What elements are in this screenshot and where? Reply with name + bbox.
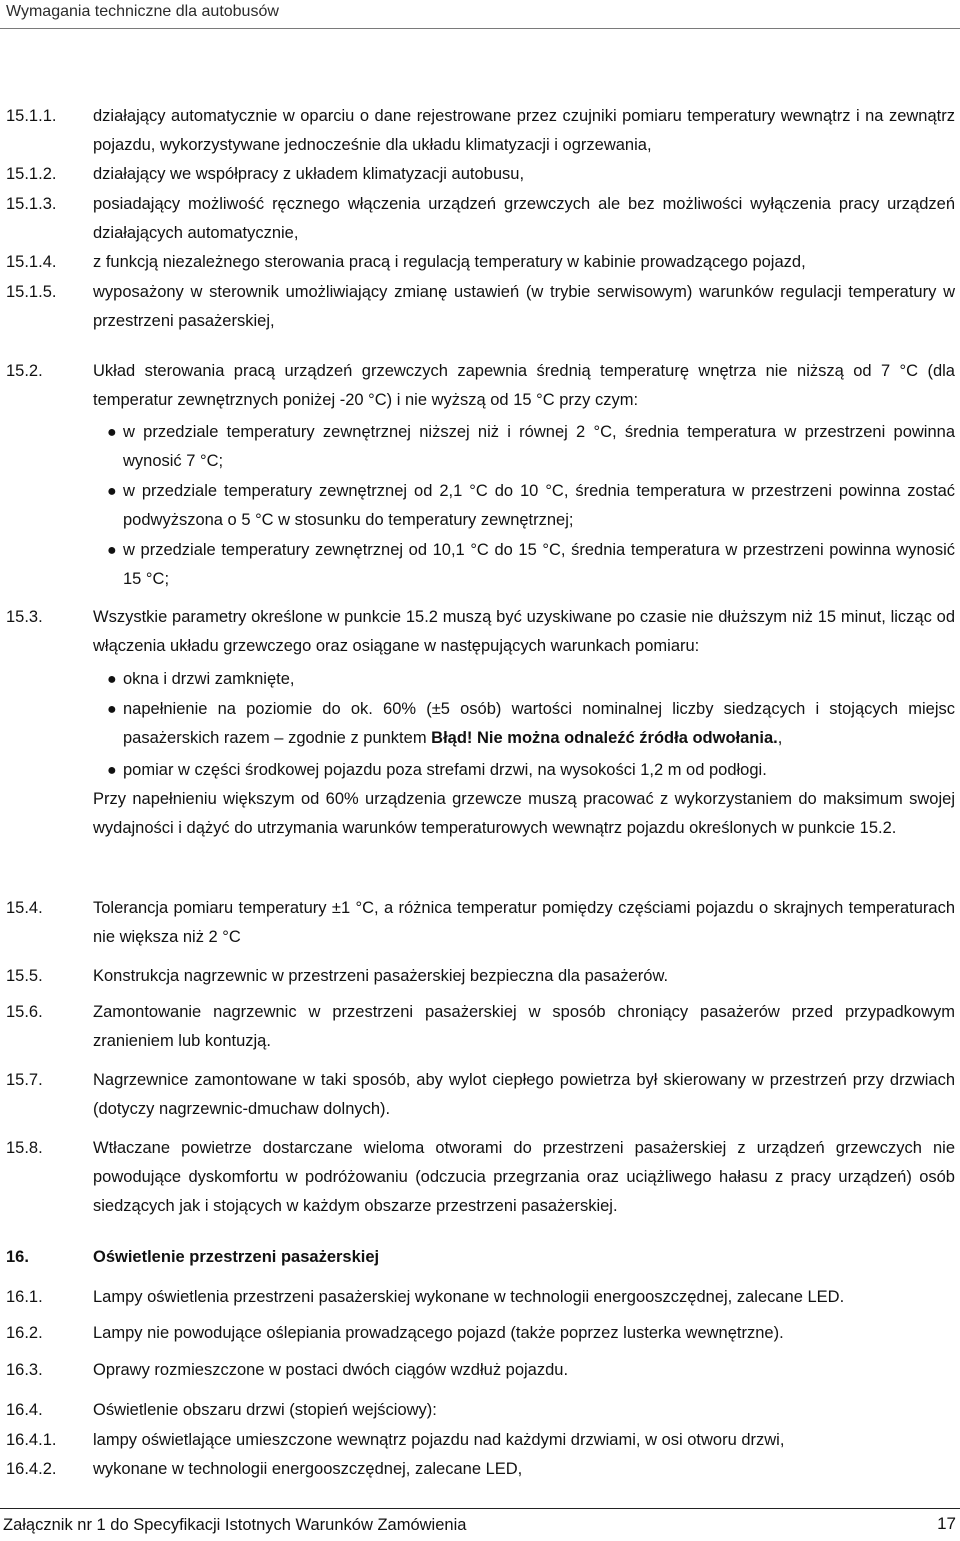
section-number: 16.1. bbox=[6, 1288, 43, 1306]
section-number: 16. bbox=[6, 1248, 29, 1266]
bullet-text: w przedziale temperatury zewnętrznej od 2,1 °C do 10 °C, średnia temperatura w przestrzeni powinna zostać podwyższona o 5 °C w stosunku do temperatury zewnętrznej; bbox=[123, 482, 955, 529]
section-text: Oprawy rozmieszczone w postaci dwóch ciągów wzdłuż pojazdu. bbox=[93, 1361, 569, 1379]
section-text: wyposażony w sterownik umożliwiający zmianę ustawień (w trybie serwisowym) warunków regulacji temperatury w przestrzeni pasażerskiej, bbox=[93, 283, 955, 330]
footer-divider bbox=[0, 1508, 960, 1509]
section-text: z funkcją niezależnego sterowania pracą i regulacją temperatury w kabinie prowadzącego pojazd, bbox=[93, 253, 806, 271]
bullet-text bbox=[123, 695, 955, 753]
section-heading: Oświetlenie przestrzeni pasażerskiej bbox=[93, 1248, 380, 1266]
section-text: Nagrzewnice zamontowane w taki sposób, aby wylot ciepłego powietrza był skierowany w przestrzeń przy drzwiach (dotyczy nagrzewnic-dmuchaw dolnych). bbox=[93, 1071, 955, 1118]
section-text: działający automatycznie w oparciu o dane rejestrowane przez czujniki pomiaru temperatury wewnątrz i na zewnątrz pojazdu, wykorzystywane jednocześnie dla układu klimatyzacji i ogrzewania, bbox=[93, 107, 955, 154]
section-number: 16.4. bbox=[6, 1401, 43, 1419]
section-number: 15.6. bbox=[6, 1003, 43, 1021]
section-number: 15.4. bbox=[6, 899, 43, 917]
bullet-text-main: napełnienie na poziomie do ok. 60% (±5 osób) wartości nominalnej liczby siedzących i stojących miejsc pasażerskich razem – zgodnie z punktem bbox=[123, 700, 955, 747]
section-text: Konstrukcja nagrzewnic w przestrzeni pasażerskiej bezpieczna dla pasażerów. bbox=[93, 967, 669, 985]
bullet-icon: ● bbox=[107, 701, 117, 718]
reference-error-tail: , bbox=[777, 729, 783, 747]
bullet-icon: ● bbox=[107, 542, 117, 559]
page-footer bbox=[0, 1508, 960, 1541]
bullet-text: w przedziale temperatury zewnętrznej niższej niż i równej 2 °C, średnia temperatura w przestrzeni powinna wynosić 7 °C; bbox=[123, 423, 955, 470]
section-text: Przy napełnieniu większym od 60% urządzenia grzewcze muszą pracować z wykorzystaniem do maksimum swojej wydajności i dążyć do utrzymania warunków temperaturowych wewnątrz pojazdu określonych w punkcie 15.2. bbox=[93, 790, 955, 837]
section-text: Wtłaczane powietrze dostarczane wieloma otworami do przestrzeni pasażerskiej z urządzeń grzewczych nie powodujące dyskomfortu w podróżowaniu (odczucia przegrzania oraz uciążliwego hałasu z pracy urządzeń) osób siedzących jak i stojących w każdym obszarze przestrzeni pasażerskiej. bbox=[93, 1139, 955, 1215]
bullet-icon: ● bbox=[107, 424, 117, 441]
section-number: 15.1.2. bbox=[6, 165, 57, 183]
section-text: wykonane w technologii energooszczędnej, zalecane LED, bbox=[93, 1460, 523, 1478]
section-number: 15.1.1. bbox=[6, 107, 57, 125]
section-text: Tolerancja pomiaru temperatury ±1 °C, a różnica temperatur pomiędzy częściami pojazdu o skrajnych temperaturach nie większa niż 2 °C bbox=[93, 899, 955, 946]
page-header bbox=[0, 0, 960, 32]
section-text: Lampy nie powodujące oślepiania prowadzącego pojazd (także poprzez lusterka wewnętrzne). bbox=[93, 1324, 784, 1342]
page-number: 17 bbox=[937, 1514, 956, 1533]
section-number: 15.7. bbox=[6, 1071, 43, 1089]
section-text: Wszystkie parametry określone w punkcie 15.2 muszą być uzyskiwane po czasie nie dłuższym niż 15 minut, licząc od włączenia układu grzewczego oraz osiągane w następujących warunkach pomiaru: bbox=[93, 608, 955, 655]
bullet-text: okna i drzwi zamknięte, bbox=[123, 670, 295, 688]
section-text: działający we współpracy z układem klimatyzacji autobusu, bbox=[93, 165, 525, 183]
bullet-icon: ● bbox=[107, 671, 117, 688]
section-text: Oświetlenie obszaru drzwi (stopień wejściowy): bbox=[93, 1401, 437, 1419]
footer-attachment-note: Załącznik nr 1 do Specyfikacji Istotnych Warunków Zamówienia bbox=[3, 1516, 467, 1534]
section-number: 16.2. bbox=[6, 1324, 43, 1342]
bullet-text: w przedziale temperatury zewnętrznej od 10,1 °C do 15 °C, średnia temperatura w przestrzeni powinna wynosić 15 °C; bbox=[123, 541, 955, 588]
section-number: 15.8. bbox=[6, 1139, 43, 1157]
section-number: 15.1.5. bbox=[6, 283, 57, 301]
header-divider bbox=[0, 28, 960, 29]
document-title: Wymagania techniczne dla autobusów bbox=[6, 3, 279, 20]
section-text: lampy oświetlające umieszczone wewnątrz pojazdu nad każdymi drzwiami, w osi otworu drzwi, bbox=[93, 1431, 785, 1449]
reference-error: Błąd! Nie można odnaleźć źródła odwołania. bbox=[431, 729, 778, 747]
bullet-icon: ● bbox=[107, 483, 117, 500]
section-number: 16.4.1. bbox=[6, 1431, 57, 1449]
section-number: 15.2. bbox=[6, 362, 43, 380]
section-number: 15.3. bbox=[6, 608, 43, 626]
bullet-text: pomiar w części środkowej pojazdu poza strefami drzwi, na wysokości 1,2 m od podłogi. bbox=[123, 761, 767, 779]
section-number: 15.1.3. bbox=[6, 195, 57, 213]
section-text: Zamontowanie nagrzewnic w przestrzeni pasażerskiej w sposób chroniący pasażerów przed przypadkowym zranieniem lub kontuzją. bbox=[93, 1003, 955, 1050]
section-number: 16.3. bbox=[6, 1361, 43, 1379]
section-number: 15.5. bbox=[6, 967, 43, 985]
section-text: posiadający możliwość ręcznego włączenia urządzeń grzewczych ale bez możliwości wyłączenia pracy urządzeń działających automatycznie, bbox=[93, 195, 955, 242]
bullet-icon: ● bbox=[107, 762, 117, 779]
section-text: Lampy oświetlenia przestrzeni pasażerskiej wykonane w technologii energooszczędnej, zalecane LED. bbox=[93, 1288, 845, 1306]
section-text: Układ sterowania pracą urządzeń grzewczych zapewnia średnią temperaturę wnętrza nie niższą od 7 °C (dla temperatur zewnętrznych poniżej -20 °C) i nie wyższą od 15 °C przy czym: bbox=[93, 362, 955, 409]
section-number: 15.1.4. bbox=[6, 253, 57, 271]
section-number: 16.4.2. bbox=[6, 1460, 57, 1478]
